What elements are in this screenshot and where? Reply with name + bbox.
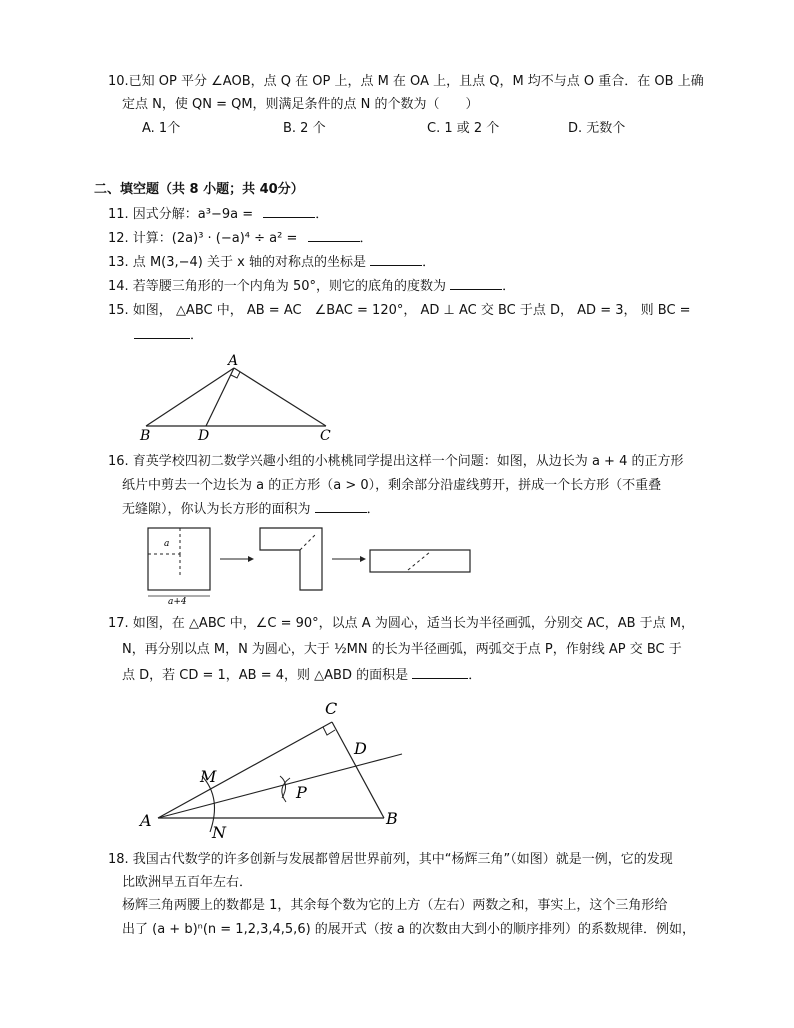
q16-line2: 纸片中剪去一个边长为 a 的正方形（a > 0），剩余部分沿虚线剪开，拼成一个长方形（不重叠 — [122, 478, 662, 493]
q17-label-p: P — [296, 783, 307, 802]
q15-label-a: A — [228, 353, 239, 369]
q15-label-d: D — [198, 428, 210, 444]
q10-line2: 定点 N，使 QN = QM，则满足条件的点 N 的个数为（ ） — [122, 97, 479, 112]
q11: 11. 因式分解：a³−9a = ． — [108, 207, 329, 222]
q17-label-d: D — [354, 739, 367, 758]
q11-text: 11. 因式分解：a³−9a = — [108, 207, 254, 222]
q15-triangle-figure — [130, 352, 350, 444]
q17-line3: 点 D，若 CD = 1，AB = 4，则 △ABD 的面积是 ． — [122, 668, 482, 683]
q17-label-c: C — [325, 699, 338, 718]
q11-answer-blank[interactable] — [263, 205, 315, 218]
q10-line1: 10.已知 OP 平分 ∠AOB，点 Q 在 OP 上，点 M 在 OA 上，且点 Q，M 均不与点 O 重合．在 OB 上确 — [108, 74, 704, 89]
q16-line3-text: 无缝隙），你认为长方形的面积为 — [122, 502, 311, 517]
q13-answer-blank[interactable] — [370, 253, 422, 266]
q13: 13. 点 M(3,−4) 关于 x 轴的对称点的坐标是 ． — [108, 255, 436, 270]
q17-label-a: A — [140, 811, 152, 830]
q17-triangle-figure — [130, 692, 420, 842]
q18-line2: 比欧洲早五百年左右． — [122, 875, 253, 890]
q17-answer-blank[interactable] — [412, 666, 468, 679]
q15-label-c: C — [320, 428, 331, 444]
q12: 12. 计算：(2a)³ · (−a)⁴ ÷ a² = ． — [108, 231, 373, 246]
q18-line3: 杨辉三角两腰上的数都是 1，其余每个数为它的上方（左右）两数之和，事实上，这个三角形给 — [122, 898, 668, 913]
q10-option-a: A. 1个 — [142, 121, 181, 136]
q18-line1: 18. 我国古代数学的许多创新与发展都曾居世界前列，其中“杨辉三角”（如图）就是一例，它的发现 — [108, 852, 673, 867]
q17-line1: 17. 如图，在 △ABC 中，∠C = 90°，以点 A 为圆心，适当长为半径画弧，分别交 AC，AB 于点 M， — [108, 616, 694, 631]
q17-label-m: M — [200, 767, 217, 786]
q18-line4: 出了 (a + b)ⁿ(n = 1,2,3,4,5,6) 的展开式（按 a 的次数由大到小的顺序排列）的系数规律．例如， — [122, 922, 696, 937]
q15-answer-blank[interactable] — [134, 326, 190, 339]
q17-line3-text: 点 D，若 CD = 1，AB = 4，则 △ABD 的面积是 — [122, 668, 409, 683]
q12-text: 12. 计算：(2a)³ · (−a)⁴ ÷ a² = — [108, 231, 298, 246]
q16-label-a: a — [164, 539, 170, 549]
q10-option-d: D. 无数个 — [568, 121, 626, 136]
q12-answer-blank[interactable] — [308, 229, 360, 242]
q15-line1: 15. 如图， △ABC 中， AB = AC ∠BAC = 120°， AD ⊥ AC 交 BC 于点 D， AD = 3， 则 BC = — [108, 303, 691, 318]
q10-option-c: C. 1 或 2 个 — [427, 121, 500, 136]
q14-answer-blank[interactable] — [450, 277, 502, 290]
q17-label-b: B — [386, 809, 398, 828]
q16-figure — [140, 524, 480, 606]
q14: 14. 若等腰三角形的一个内角为 50°，则它的底角的度数为 ． — [108, 279, 516, 294]
q16-label-a4: a+4 — [168, 597, 187, 606]
q13-text: 13. 点 M(3,−4) 关于 x 轴的对称点的坐标是 — [108, 255, 366, 270]
q16-answer-blank[interactable] — [315, 500, 367, 513]
q14-text: 14. 若等腰三角形的一个内角为 50°，则它的底角的度数为 — [108, 279, 446, 294]
q17-line2: N，再分别以点 M，N 为圆心，大于 ½MN 的长为半径画弧，两弧交于点 P，作射线 AP 交 BC 于 — [122, 642, 682, 657]
q16-line3: 无缝隙），你认为长方形的面积为 ． — [122, 502, 380, 517]
q17-label-n: N — [212, 823, 226, 842]
q15-blank-line: ． — [134, 326, 203, 346]
section-title: 二、填空题（共 8 小题；共 40分） — [94, 182, 304, 197]
q15-label-b: B — [140, 428, 151, 444]
q16-line1: 16. 育英学校四初二数学兴趣小组的小桃桃同学提出这样一个问题：如图，从边长为 a + 4 的正方形 — [108, 454, 684, 469]
q10-option-b: B. 2 个 — [283, 121, 326, 136]
